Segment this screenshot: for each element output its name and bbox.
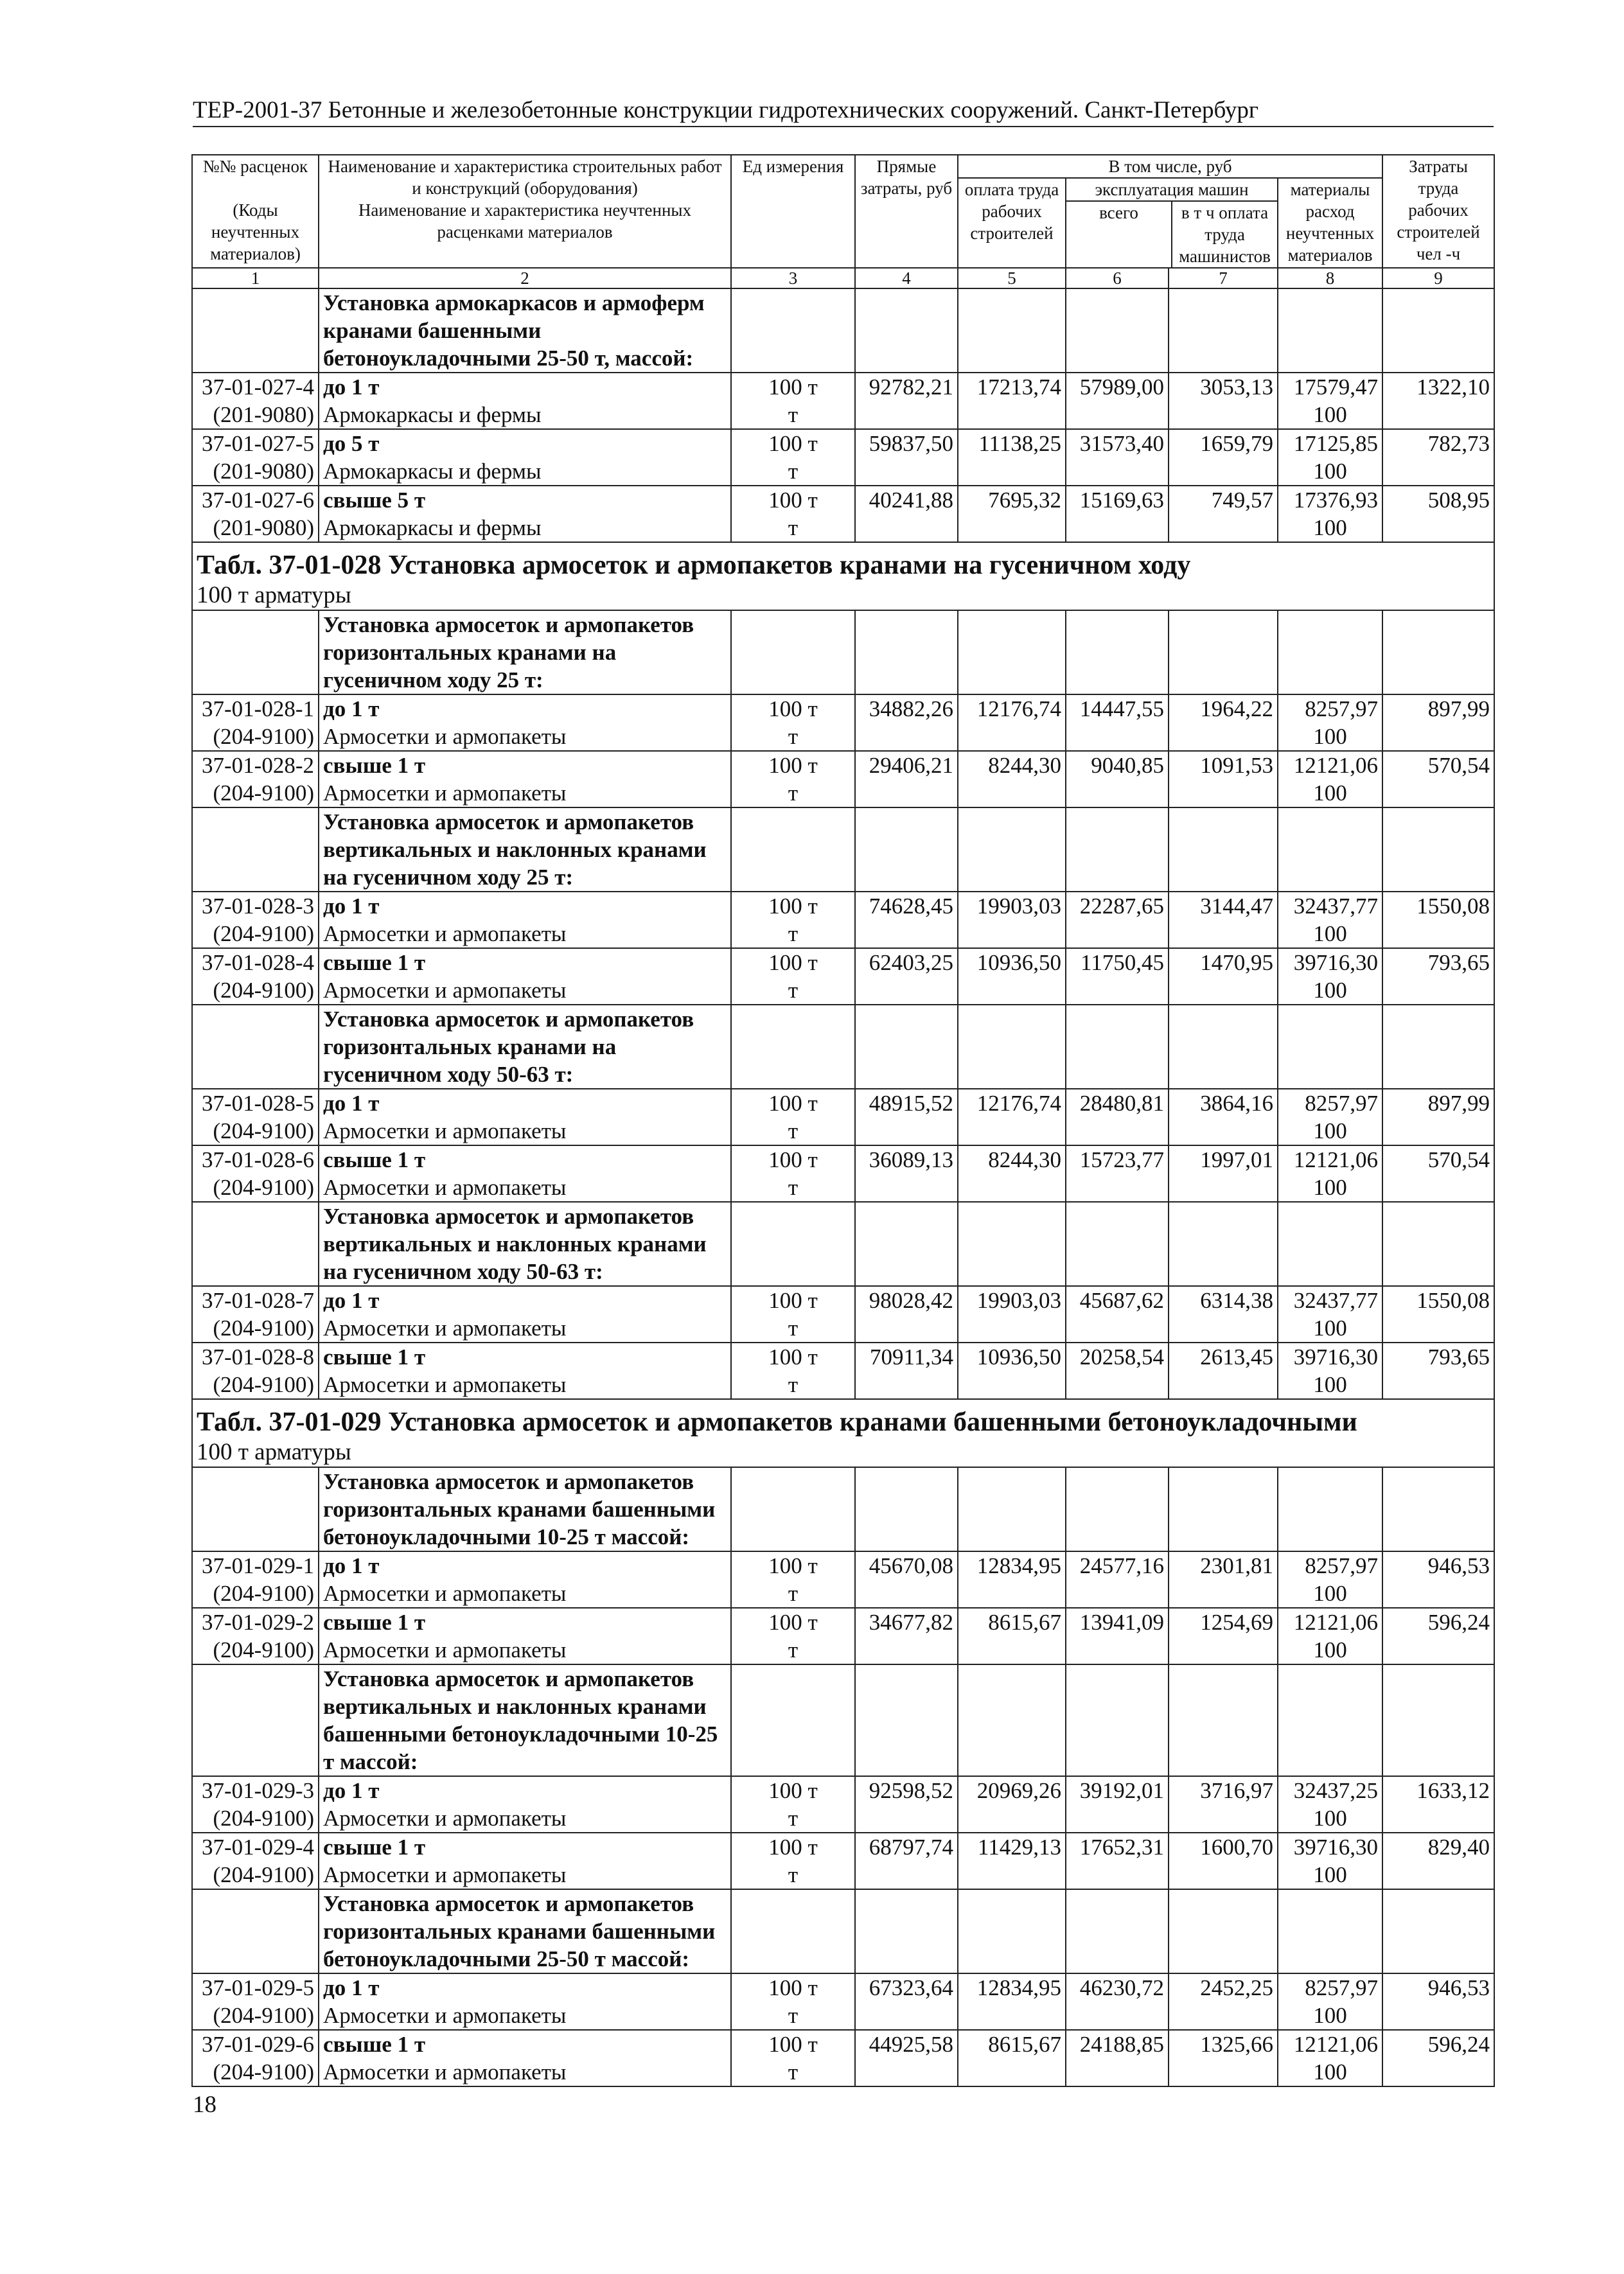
labor-cost: 10936,50	[958, 1343, 1066, 1371]
rate-row	[192, 892, 1494, 920]
material-row	[192, 457, 1494, 486]
material-name: Армокаркасы и фермы	[319, 401, 731, 429]
rate-unit: 100 т	[731, 1089, 855, 1117]
materials-cost: 17376,93	[1278, 486, 1382, 514]
material-code: (204-9100)	[192, 723, 319, 751]
material-code: (204-9100)	[192, 1174, 319, 1202]
labor-hours: 596,24	[1382, 2030, 1494, 2058]
group-heading: Установка армосеток и армопакетов горизонтальных кранами на гусеничном ходу 50-63 т:	[319, 1005, 731, 1089]
rate-code: 37-01-029-3	[192, 1776, 319, 1804]
materials-cost: 8257,97	[1278, 1089, 1382, 1117]
material-row	[192, 976, 1494, 1005]
rate-name: до 5 т	[319, 429, 731, 457]
labor-hours: 897,99	[1382, 694, 1494, 723]
operators-cost: 1659,79	[1169, 429, 1278, 457]
group-heading-row	[192, 807, 1494, 892]
materials-cost: 32437,25	[1278, 1776, 1382, 1804]
table-title-row	[192, 542, 1494, 581]
materials-cost: 12121,06	[1278, 1608, 1382, 1636]
rate-code: 37-01-029-4	[192, 1833, 319, 1861]
material-name: Армосетки и армопакеты	[319, 1314, 731, 1343]
direct-cost: 59837,50	[855, 429, 958, 457]
material-code: (201-9080)	[192, 401, 319, 429]
labor-cost: 11429,13	[958, 1833, 1066, 1861]
machines-cost: 28480,81	[1066, 1089, 1169, 1117]
group-heading-row	[192, 1664, 1494, 1776]
rate-name: до 1 т	[319, 373, 731, 401]
labor-hours: 596,24	[1382, 1608, 1494, 1636]
group-heading-row	[192, 1467, 1494, 1551]
rate-name: свыше 1 т	[319, 1145, 731, 1174]
material-qty: 100	[1278, 723, 1382, 751]
operators-cost: 2301,81	[1169, 1551, 1278, 1580]
labor-hours: 793,65	[1382, 1343, 1494, 1371]
labor-cost: 12176,74	[958, 694, 1066, 723]
material-row	[192, 401, 1494, 429]
direct-cost: 34882,26	[855, 694, 958, 723]
operators-cost: 3864,16	[1169, 1089, 1278, 1117]
material-unit: т	[731, 1580, 855, 1608]
material-qty: 100	[1278, 1174, 1382, 1202]
rate-row	[192, 1089, 1494, 1117]
operators-cost: 1600,70	[1169, 1833, 1278, 1861]
material-qty: 100	[1278, 920, 1382, 948]
machines-cost: 24577,16	[1066, 1551, 1169, 1580]
direct-cost: 45670,08	[855, 1551, 958, 1580]
machines-cost: 31573,40	[1066, 429, 1169, 457]
direct-cost: 67323,64	[855, 1973, 958, 2002]
material-name: Армосетки и армопакеты	[319, 1636, 731, 1664]
materials-cost: 17125,85	[1278, 429, 1382, 457]
material-qty: 100	[1278, 2002, 1382, 2030]
machines-cost: 46230,72	[1066, 1973, 1169, 2002]
material-unit: т	[731, 1314, 855, 1343]
rate-code: 37-01-029-6	[192, 2030, 319, 2058]
operators-cost: 749,57	[1169, 486, 1278, 514]
col-unit-header: Ед измерения	[731, 155, 855, 268]
col-machines-header: эксплуатация машин всего в т ч оплата труда машинистов	[1066, 178, 1278, 268]
rates-table	[191, 154, 1495, 2087]
table-header	[192, 155, 1494, 288]
material-code: (204-9100)	[192, 1314, 319, 1343]
material-row	[192, 1314, 1494, 1343]
materials-cost: 12121,06	[1278, 2030, 1382, 2058]
table-subtitle: 100 т арматуры	[192, 1438, 1494, 1467]
labor-cost: 8615,67	[958, 1608, 1066, 1636]
rate-unit: 100 т	[731, 1973, 855, 2002]
rate-name: свыше 1 т	[319, 751, 731, 779]
materials-cost: 39716,30	[1278, 948, 1382, 976]
rate-row	[192, 1551, 1494, 1580]
rate-code: 37-01-028-5	[192, 1089, 319, 1117]
material-unit: т	[731, 1174, 855, 1202]
labor-cost: 19903,03	[958, 1286, 1066, 1314]
operators-cost: 3053,13	[1169, 373, 1278, 401]
labor-hours: 897,99	[1382, 1089, 1494, 1117]
rate-name: до 1 т	[319, 1286, 731, 1314]
labor-cost: 12176,74	[958, 1089, 1066, 1117]
material-unit: т	[731, 1861, 855, 1889]
direct-cost: 92782,21	[855, 373, 958, 401]
group-heading-row	[192, 1005, 1494, 1089]
labor-hours: 946,53	[1382, 1973, 1494, 2002]
rate-name: свыше 1 т	[319, 1343, 731, 1371]
col-materials-header: материалы расход неучтенных материалов	[1278, 178, 1382, 268]
material-row	[192, 779, 1494, 807]
group-heading: Установка армокаркасов и армоферм кранами башенными бетоноукладочными 25-50 т, массой:	[319, 288, 731, 373]
rate-unit: 100 т	[731, 948, 855, 976]
rate-name: свыше 1 т	[319, 948, 731, 976]
materials-cost: 32437,77	[1278, 1286, 1382, 1314]
rate-row	[192, 1286, 1494, 1314]
material-unit: т	[731, 723, 855, 751]
direct-cost: 29406,21	[855, 751, 958, 779]
machines-cost: 17652,31	[1066, 1833, 1169, 1861]
material-unit: т	[731, 2058, 855, 2086]
rate-row	[192, 429, 1494, 457]
rate-unit: 100 т	[731, 1833, 855, 1861]
material-qty: 100	[1278, 1804, 1382, 1833]
labor-hours: 1550,08	[1382, 892, 1494, 920]
material-code: (204-9100)	[192, 1117, 319, 1145]
labor-cost: 17213,74	[958, 373, 1066, 401]
material-unit: т	[731, 401, 855, 429]
material-name: Армосетки и армопакеты	[319, 1371, 731, 1399]
group-heading-row	[192, 610, 1494, 694]
running-title: ТЕР-2001-37 Бетонные и железобетонные конструкции гидротехнических сооружений. Санкт-Петербург	[193, 96, 1494, 127]
material-unit: т	[731, 2002, 855, 2030]
labor-cost: 19903,03	[958, 892, 1066, 920]
rate-name: свыше 1 т	[319, 1833, 731, 1861]
labor-hours: 570,54	[1382, 751, 1494, 779]
machines-cost: 45687,62	[1066, 1286, 1169, 1314]
rate-name: до 1 т	[319, 892, 731, 920]
rate-unit: 100 т	[731, 1551, 855, 1580]
material-code: (201-9080)	[192, 514, 319, 542]
operators-cost: 3716,97	[1169, 1776, 1278, 1804]
material-row	[192, 1580, 1494, 1608]
machines-cost: 13941,09	[1066, 1608, 1169, 1636]
group-heading: Установка армосеток и армопакетов горизонтальных кранами башенными бетоноукладочными 25-50 т массой:	[319, 1889, 731, 1973]
rate-code: 37-01-029-2	[192, 1608, 319, 1636]
material-row	[192, 1117, 1494, 1145]
direct-cost: 48915,52	[855, 1089, 958, 1117]
materials-cost: 12121,06	[1278, 751, 1382, 779]
material-qty: 100	[1278, 1580, 1382, 1608]
material-name: Армосетки и армопакеты	[319, 1580, 731, 1608]
rate-name: свыше 5 т	[319, 486, 731, 514]
group-heading: Установка армосеток и армопакетов вертикальных и наклонных кранами башенными бетоноукладочными 10-25 т массой:	[319, 1664, 731, 1776]
rate-unit: 100 т	[731, 751, 855, 779]
material-qty: 100	[1278, 1117, 1382, 1145]
material-qty: 100	[1278, 1371, 1382, 1399]
material-name: Армокаркасы и фермы	[319, 457, 731, 486]
material-unit: т	[731, 976, 855, 1005]
labor-cost: 10936,50	[958, 948, 1066, 976]
material-row	[192, 920, 1494, 948]
material-name: Армосетки и армопакеты	[319, 2058, 731, 2086]
material-unit: т	[731, 514, 855, 542]
rate-unit: 100 т	[731, 2030, 855, 2058]
rate-code: 37-01-028-8	[192, 1343, 319, 1371]
labor-hours: 570,54	[1382, 1145, 1494, 1174]
material-row	[192, 1371, 1494, 1399]
labor-hours: 793,65	[1382, 948, 1494, 976]
rate-code: 37-01-028-7	[192, 1286, 319, 1314]
material-name: Армосетки и армопакеты	[319, 920, 731, 948]
rate-row	[192, 373, 1494, 401]
col-code-header: №№ расценок (Коды неучтенных материалов)	[192, 155, 319, 268]
group-heading: Установка армосеток и армопакетов горизонтальных кранами на гусеничном ходу 25 т:	[319, 610, 731, 694]
rate-code: 37-01-029-5	[192, 1973, 319, 2002]
labor-hours: 1550,08	[1382, 1286, 1494, 1314]
material-row	[192, 514, 1494, 542]
rate-name: до 1 т	[319, 1973, 731, 2002]
col-labor-header: оплата труда рабочих строителей	[958, 178, 1066, 268]
machines-cost: 24188,85	[1066, 2030, 1169, 2058]
operators-cost: 2452,25	[1169, 1973, 1278, 2002]
group-heading: Установка армосеток и армопакетов горизонтальных кранами башенными бетоноукладочными 10-25 т массой:	[319, 1467, 731, 1551]
labor-cost: 8244,30	[958, 751, 1066, 779]
material-name: Армокаркасы и фермы	[319, 514, 731, 542]
material-unit: т	[731, 1371, 855, 1399]
material-code: (204-9100)	[192, 1580, 319, 1608]
rate-row	[192, 1776, 1494, 1804]
direct-cost: 68797,74	[855, 1833, 958, 1861]
material-name: Армосетки и армопакеты	[319, 1804, 731, 1833]
direct-cost: 70911,34	[855, 1343, 958, 1371]
material-qty: 100	[1278, 976, 1382, 1005]
table-body	[192, 288, 1494, 2086]
direct-cost: 40241,88	[855, 486, 958, 514]
material-unit: т	[731, 1636, 855, 1664]
rate-row	[192, 1343, 1494, 1371]
rate-code: 37-01-027-4	[192, 373, 319, 401]
group-heading-row	[192, 288, 1494, 373]
material-name: Армосетки и армопакеты	[319, 779, 731, 807]
material-code: (204-9100)	[192, 920, 319, 948]
rate-row	[192, 1608, 1494, 1636]
rate-name: до 1 т	[319, 694, 731, 723]
operators-cost: 1325,66	[1169, 2030, 1278, 2058]
labor-hours: 782,73	[1382, 429, 1494, 457]
rate-unit: 100 т	[731, 1343, 855, 1371]
material-qty: 100	[1278, 457, 1382, 486]
material-qty: 100	[1278, 1314, 1382, 1343]
machines-cost: 22287,65	[1066, 892, 1169, 920]
group-heading-row	[192, 1202, 1494, 1286]
rate-name: свыше 1 т	[319, 1608, 731, 1636]
materials-cost: 8257,97	[1278, 1973, 1382, 2002]
material-name: Армосетки и армопакеты	[319, 2002, 731, 2030]
rate-code: 37-01-028-4	[192, 948, 319, 976]
table-title-row	[192, 1399, 1494, 1438]
rate-name: до 1 т	[319, 1551, 731, 1580]
rate-code: 37-01-027-5	[192, 429, 319, 457]
rate-row	[192, 486, 1494, 514]
col-name-header: Наименование и характеристика строительных работ и конструкций (оборудования) Наименование и характеристика неучтенных расценками материалов	[319, 155, 731, 268]
material-code: (204-9100)	[192, 976, 319, 1005]
rate-unit: 100 т	[731, 429, 855, 457]
machines-cost: 9040,85	[1066, 751, 1169, 779]
rate-code: 37-01-029-1	[192, 1551, 319, 1580]
rate-row	[192, 2030, 1494, 2058]
material-name: Армосетки и армопакеты	[319, 1174, 731, 1202]
material-name: Армосетки и армопакеты	[319, 1861, 731, 1889]
material-row	[192, 1636, 1494, 1664]
labor-cost: 20969,26	[958, 1776, 1066, 1804]
group-heading-row	[192, 1889, 1494, 1973]
materials-cost: 12121,06	[1278, 1145, 1382, 1174]
material-name: Армосетки и армопакеты	[319, 1117, 731, 1145]
material-qty: 100	[1278, 401, 1382, 429]
material-code: (204-9100)	[192, 1636, 319, 1664]
rate-row	[192, 1833, 1494, 1861]
labor-hours: 1633,12	[1382, 1776, 1494, 1804]
material-code: (204-9100)	[192, 1861, 319, 1889]
materials-cost: 8257,97	[1278, 1551, 1382, 1580]
machines-cost: 15723,77	[1066, 1145, 1169, 1174]
direct-cost: 34677,82	[855, 1608, 958, 1636]
rate-row	[192, 1145, 1494, 1174]
labor-cost: 11138,25	[958, 429, 1066, 457]
material-row	[192, 1861, 1494, 1889]
direct-cost: 62403,25	[855, 948, 958, 976]
column-numbers-row: 1 2 3 4 5 6 7 8 9	[192, 268, 1494, 288]
rate-code: 37-01-028-2	[192, 751, 319, 779]
rate-unit: 100 т	[731, 1286, 855, 1314]
material-code: (204-9100)	[192, 2002, 319, 2030]
labor-hours: 946,53	[1382, 1551, 1494, 1580]
material-unit: т	[731, 920, 855, 948]
labor-hours: 1322,10	[1382, 373, 1494, 401]
direct-cost: 74628,45	[855, 892, 958, 920]
labor-cost: 7695,32	[958, 486, 1066, 514]
rate-unit: 100 т	[731, 1608, 855, 1636]
material-qty: 100	[1278, 514, 1382, 542]
material-row	[192, 2002, 1494, 2030]
rate-code: 37-01-027-6	[192, 486, 319, 514]
machines-cost: 39192,01	[1066, 1776, 1169, 1804]
material-code: (204-9100)	[192, 1371, 319, 1399]
rate-unit: 100 т	[731, 1776, 855, 1804]
rate-row	[192, 751, 1494, 779]
rate-name: свыше 1 т	[319, 2030, 731, 2058]
material-unit: т	[731, 779, 855, 807]
table-title: Табл. 37-01-028 Установка армосеток и армопакетов кранами на гусеничном ходу	[192, 542, 1494, 581]
material-unit: т	[731, 1117, 855, 1145]
material-row	[192, 723, 1494, 751]
table-subtitle-row	[192, 581, 1494, 610]
direct-cost: 36089,13	[855, 1145, 958, 1174]
material-name: Армосетки и армопакеты	[319, 976, 731, 1005]
material-row	[192, 2058, 1494, 2086]
rate-code: 37-01-028-1	[192, 694, 319, 723]
operators-cost: 1091,53	[1169, 751, 1278, 779]
rate-row	[192, 1973, 1494, 2002]
table-subtitle: 100 т арматуры	[192, 581, 1494, 610]
rate-row	[192, 948, 1494, 976]
operators-cost: 1997,01	[1169, 1145, 1278, 1174]
table-subtitle-row	[192, 1438, 1494, 1467]
labor-cost: 8615,67	[958, 2030, 1066, 2058]
material-qty: 100	[1278, 779, 1382, 807]
col-hours-header: Затраты труда рабочих строителей чел -ч	[1382, 155, 1494, 268]
materials-cost: 8257,97	[1278, 694, 1382, 723]
rate-code: 37-01-028-3	[192, 892, 319, 920]
operators-cost: 1470,95	[1169, 948, 1278, 976]
material-unit: т	[731, 1804, 855, 1833]
material-qty: 100	[1278, 1636, 1382, 1664]
rate-code: 37-01-028-6	[192, 1145, 319, 1174]
material-code: (204-9100)	[192, 779, 319, 807]
rate-name: до 1 т	[319, 1776, 731, 1804]
operators-cost: 1254,69	[1169, 1608, 1278, 1636]
material-code: (201-9080)	[192, 457, 319, 486]
table-title: Табл. 37-01-029 Установка армосеток и армопакетов кранами башенными бетоноукладочными	[192, 1399, 1494, 1438]
machines-cost: 15169,63	[1066, 486, 1169, 514]
rate-unit: 100 т	[731, 486, 855, 514]
operators-cost: 6314,38	[1169, 1286, 1278, 1314]
material-code: (204-9100)	[192, 2058, 319, 2086]
operators-cost: 2613,45	[1169, 1343, 1278, 1371]
rate-name: до 1 т	[319, 1089, 731, 1117]
materials-cost: 17579,47	[1278, 373, 1382, 401]
machines-cost: 57989,00	[1066, 373, 1169, 401]
material-name: Армосетки и армопакеты	[319, 723, 731, 751]
material-row	[192, 1804, 1494, 1833]
col-group-header: В том числе, руб	[958, 155, 1382, 178]
rate-unit: 100 т	[731, 892, 855, 920]
material-code: (204-9100)	[192, 1804, 319, 1833]
rate-unit: 100 т	[731, 694, 855, 723]
group-heading: Установка армосеток и армопакетов вертикальных и наклонных кранами на гусеничном ходу 50-63 т:	[319, 1202, 731, 1286]
material-qty: 100	[1278, 1861, 1382, 1889]
machines-cost: 20258,54	[1066, 1343, 1169, 1371]
direct-cost: 44925,58	[855, 2030, 958, 2058]
materials-cost: 32437,77	[1278, 892, 1382, 920]
material-row	[192, 1174, 1494, 1202]
labor-hours: 829,40	[1382, 1833, 1494, 1861]
labor-cost: 12834,95	[958, 1551, 1066, 1580]
rate-row	[192, 694, 1494, 723]
direct-cost: 92598,52	[855, 1776, 958, 1804]
page-number: 18	[193, 2092, 216, 2118]
labor-cost: 8244,30	[958, 1145, 1066, 1174]
group-heading: Установка армосеток и армопакетов вертикальных и наклонных кранами на гусеничном ходу 25 т:	[319, 807, 731, 892]
machines-cost: 11750,45	[1066, 948, 1169, 976]
materials-cost: 39716,30	[1278, 1343, 1382, 1371]
labor-cost: 12834,95	[958, 1973, 1066, 2002]
materials-cost: 39716,30	[1278, 1833, 1382, 1861]
labor-hours: 508,95	[1382, 486, 1494, 514]
material-qty: 100	[1278, 2058, 1382, 2086]
col-direct-header: Прямые затраты, руб	[855, 155, 958, 268]
rate-unit: 100 т	[731, 373, 855, 401]
machines-cost: 14447,55	[1066, 694, 1169, 723]
operators-cost: 3144,47	[1169, 892, 1278, 920]
direct-cost: 98028,42	[855, 1286, 958, 1314]
material-unit: т	[731, 457, 855, 486]
rate-unit: 100 т	[731, 1145, 855, 1174]
operators-cost: 1964,22	[1169, 694, 1278, 723]
